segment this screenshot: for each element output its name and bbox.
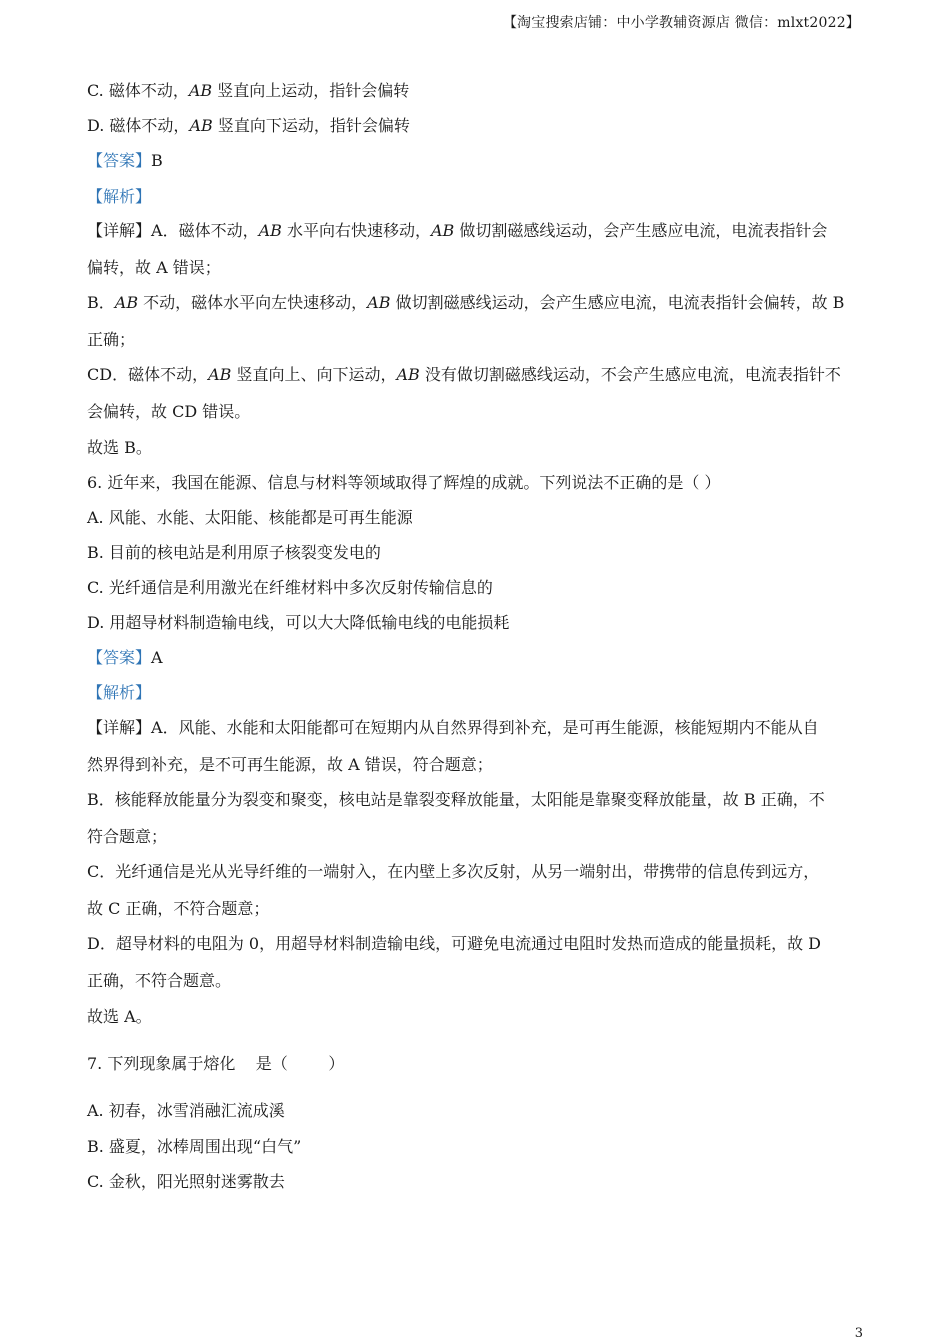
q7-option-b: B. 盛夏，冰棒周围出现“白气” (87, 1137, 302, 1156)
page-header: 【淘宝搜索店铺：中小学教辅资源店 微信：mlxt2022】 (502, 15, 860, 31)
q5-answer: 【答案】B (87, 151, 163, 170)
page-number: 3 (854, 1326, 863, 1341)
q6-detail-a-line2: 然界得到补充，是不可再生能源，故 A 错误，符合题意； (87, 755, 493, 774)
answer-tag: 【答案】 (87, 648, 152, 667)
q5-detail-b-line1: B．AB 不动，磁体水平向左快速移动，AB 做切割磁感线运动，会产生感应电流，电流表指针会偏转，故 B (87, 293, 845, 312)
q6-answer: 【答案】A (87, 648, 163, 667)
q5-detail-a-line1: 【详解】A．磁体不动，AB 水平向右快速移动，AB 做切割磁感线运动，会产生感应电流，电流表指针会 (87, 221, 828, 240)
q7-option-a: A. 初春，冰雪消融汇流成溪 (87, 1101, 285, 1120)
q5-option-c: C. 磁体不动，AB 竖直向上运动，指针会偏转 (87, 81, 410, 100)
q6-detail-d-line2: 正确，不符合题意。 (87, 971, 232, 990)
q6-stem: 6. 近年来，我国在能源、信息与材料等领域取得了辉煌的成就。下列说法不正确的是（ ） (87, 473, 721, 492)
q5-analysis-tag: 【解析】 (87, 187, 152, 206)
q5-conclusion: 故选 B。 (87, 438, 152, 457)
q6-detail-a-line1: 【详解】A．风能、水能和太阳能都可在短期内从自然界得到补充，是可再生能源，核能短期内不能从自 (87, 718, 819, 737)
q6-detail-b-line2: 符合题意； (87, 827, 168, 846)
q6-detail-c-line2: 故 C 正确，不符合题意； (87, 899, 270, 918)
q6-detail-d-line1: D．超导材料的电阻为 0，用超导材料制造输电线，可避免电流通过电阻时发热而造成的能量损耗，故 D (87, 934, 822, 953)
q5-detail-cd-line2: 会偏转，故 CD 错误。 (87, 402, 251, 421)
q6-detail-b-line1: B．核能释放能量分为裂变和聚变，核电站是靠裂变释放能量，太阳能是靠聚变释放能量，故 B 正确，不 (87, 790, 825, 809)
q7-stem: 7. 下列现象属于熔化 是（ ） (87, 1054, 345, 1073)
q5-detail-cd-line1: CD．磁体不动，AB 竖直向上、向下运动，AB 没有做切割磁感线运动，不会产生感应电流，电流表指针不 (87, 365, 841, 384)
q5-detail-b-line2: 正确； (87, 330, 136, 349)
q5-option-d: D. 磁体不动，AB 竖直向下运动，指针会偏转 (87, 116, 410, 135)
answer-tag: 【答案】 (87, 151, 152, 170)
q7-option-c: C. 金秋，阳光照射迷雾散去 (87, 1172, 285, 1191)
q6-detail-c-line1: C．光纤通信是光从光导纤维的一端射入，在内壁上多次反射，从另一端射出，带携带的信息传到远方， (87, 862, 820, 881)
q6-option-a: A. 风能、水能、太阳能、核能都是可再生能源 (87, 508, 413, 527)
q5-detail-a-line2: 偏转，故 A 错误； (87, 258, 221, 277)
q6-option-c: C. 光纤通信是利用激光在纤维材料中多次反射传输信息的 (87, 578, 493, 597)
q6-analysis-tag: 【解析】 (87, 683, 152, 702)
q6-conclusion: 故选 A。 (87, 1007, 152, 1026)
q6-option-b: B. 目前的核电站是利用原子核裂变发电的 (87, 543, 381, 562)
q6-option-d: D. 用超导材料制造输电线，可以大大降低输电线的电能损耗 (87, 613, 510, 632)
